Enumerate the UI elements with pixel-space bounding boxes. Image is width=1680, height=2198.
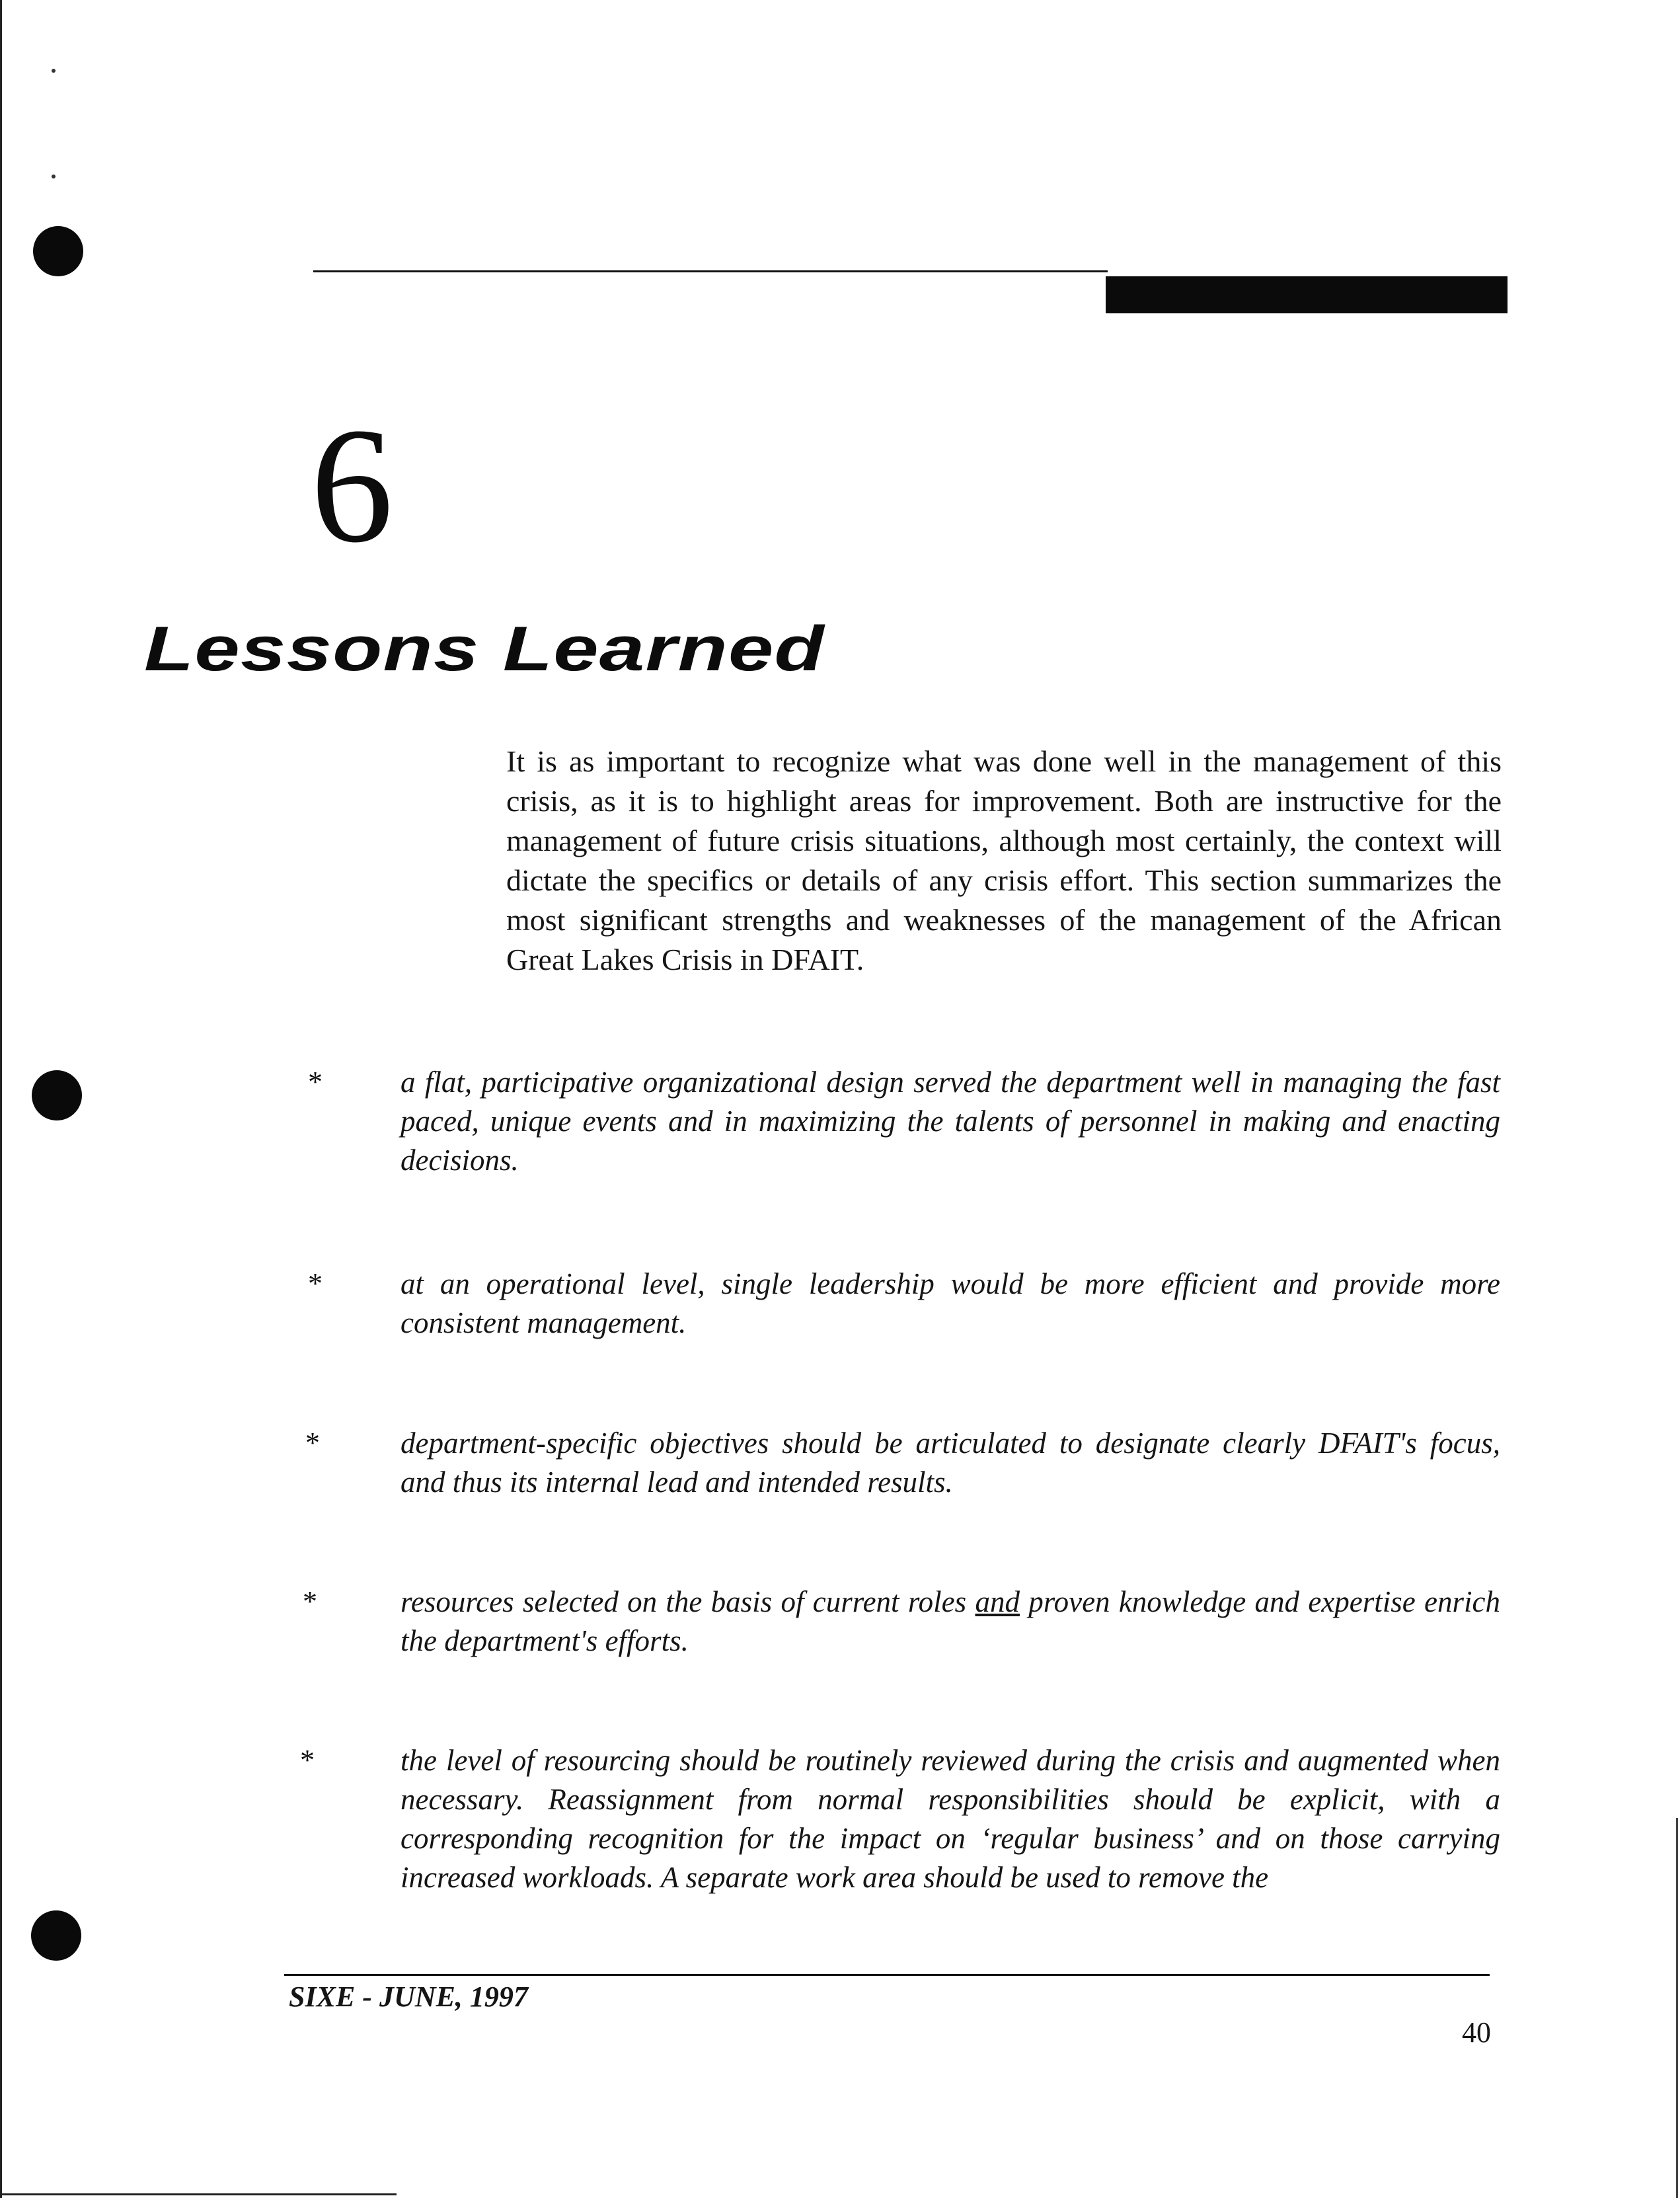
binder-hole <box>32 1070 82 1120</box>
scan-speck <box>52 175 56 178</box>
chapter-title: Lessons Learned <box>144 613 825 684</box>
header-bar <box>1106 276 1508 313</box>
chapter-number: 6 <box>311 394 393 577</box>
scan-speck <box>52 69 56 73</box>
footer-source: SIXE - JUNE, 1997 <box>289 1981 528 2013</box>
binder-hole <box>33 226 83 276</box>
bullet-marker: * <box>305 1427 320 1459</box>
bullet-marker: * <box>308 1267 323 1300</box>
bullet-marker: * <box>300 1744 315 1776</box>
bullet-item: the level of resourcing should be routinely reviewed during the crisis and augmented when necessary. Reassignment from normal responsibilities should be explicit, with a corresponding recognition for the impact on ‘regular business’ and on those carrying increased workloads. A separate work area should be used to remove the <box>401 1744 1500 1894</box>
binder-hole <box>31 1910 81 1961</box>
bullet-text-part: proven knowledge and expertise enrich the department's efforts. <box>401 1585 1501 1657</box>
scan-right-edge <box>1676 1818 1678 2198</box>
page-number: 40 <box>1462 2016 1491 2049</box>
intro-paragraph: It is as important to recognize what was done well in the management of this crisis, as it is to highlight areas for improvement. Both are instructive for the management of future crisis situations, although most certainly, the context will dictate the specifics or details of any crisis effort. This section summarizes the most significant strengths and weaknesses of the management of the African Great Lakes Crisis in DFAIT. <box>506 744 1502 976</box>
header-rule <box>313 270 1108 272</box>
scan-bottom-edge <box>0 2193 397 2195</box>
footer-rule <box>284 1974 1490 1976</box>
bullet-item <box>401 1583 1500 1661</box>
bullet-item: at an operational level, single leadership would be more efficient and provide more consistent management. <box>401 1267 1500 1339</box>
bullet-marker: * <box>308 1066 323 1098</box>
bullet-item: department-specific objectives should be articulated to designate clearly DFAIT's focus, and thus its internal lead and intended results. <box>401 1427 1500 1499</box>
underlined-word: and <box>975 1585 1020 1618</box>
bullet-item: a flat, participative organizational design served the department well in managing the fast paced, unique events and in maximizing the talents of personnel in making and enacting decisions. <box>401 1066 1500 1177</box>
bullet-marker: * <box>303 1585 317 1618</box>
scan-left-edge <box>0 0 2 2198</box>
bullet-text-part: resources selected on the basis of current roles <box>401 1585 975 1618</box>
